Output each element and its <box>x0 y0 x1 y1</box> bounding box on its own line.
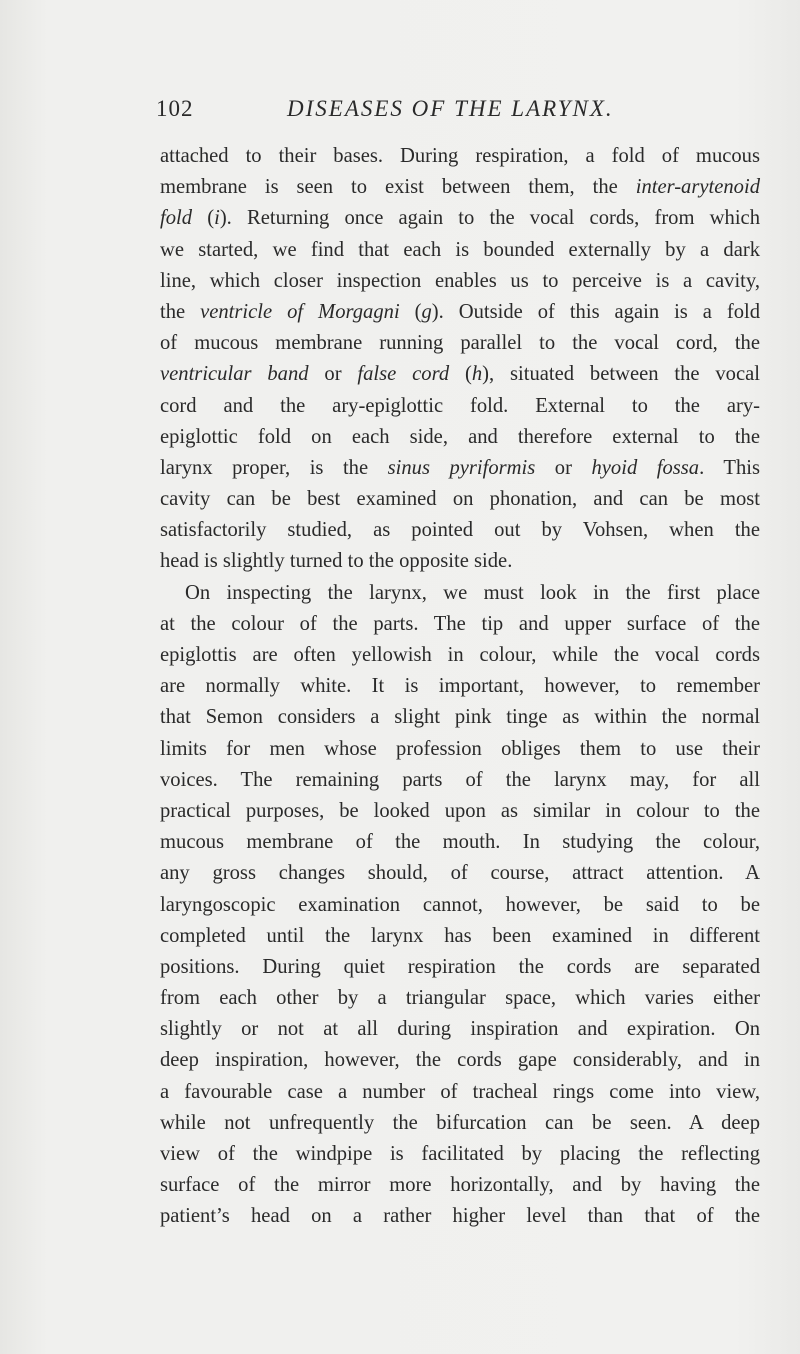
text-run: positions. During quiet respiration the cords are separated <box>160 955 760 978</box>
text-line <box>160 827 760 858</box>
text-run: ), situated between the vocal <box>482 363 760 386</box>
text-run: head is slightly turned to the opposite side. <box>160 550 513 573</box>
text-run: cavity can be best examined on phonation, and can be most <box>160 488 760 511</box>
text-line <box>160 578 760 609</box>
text-line <box>160 453 760 484</box>
text-run: or <box>535 456 592 479</box>
text-run: limits for men whose profession obliges them to use their <box>160 737 760 760</box>
text-run: deep inspiration, however, the cords gape considerably, and in <box>160 1049 760 1072</box>
text-line <box>160 235 760 266</box>
text-line <box>160 921 760 952</box>
text-line <box>160 1077 760 1108</box>
text-line <box>160 671 760 702</box>
text-run: while not unfrequently the bifurcation can be seen. A deep <box>160 1111 760 1134</box>
text-line <box>160 328 760 359</box>
text-run: ). Outside of this again is a fold <box>431 300 761 323</box>
text-run: are normally white. It is important, however, to remember <box>160 675 760 698</box>
italic-term: g <box>421 300 432 323</box>
text-run: epiglottic fold on each side, and therefore external to the <box>160 425 760 448</box>
text-line <box>160 734 760 765</box>
text-run: from each other by a triangular space, which varies either <box>160 987 760 1010</box>
text-run: patient’s head on a rather higher level than that of the <box>160 1205 760 1228</box>
text-run: that Semon considers a slight pink tinge as within the normal <box>160 706 760 729</box>
text-line <box>160 484 760 515</box>
text-line <box>160 141 760 172</box>
text-line <box>160 1201 760 1232</box>
text-run: mucous membrane of the mouth. In studying the colour, <box>160 831 760 854</box>
text-line <box>160 546 760 577</box>
italic-term: inter-arytenoid <box>635 176 760 199</box>
text-line <box>160 609 760 640</box>
body-text <box>160 141 760 1233</box>
text-line <box>160 952 760 983</box>
text-run: view of the windpipe is facilitated by placing the reflecting <box>160 1143 760 1165</box>
text-run: voices. The remaining parts of the larynx may, for all <box>160 768 760 791</box>
text-run: . This <box>699 456 760 479</box>
text-line <box>160 391 760 422</box>
text-line <box>160 702 760 733</box>
text-run: ( <box>399 300 422 323</box>
text-run: ). Returning once again to the vocal cords, from which <box>219 207 760 230</box>
text-run: ( <box>192 207 215 230</box>
italic-term: h <box>471 363 483 386</box>
text-run: surface of the mirror more horizontally, and by having the <box>160 1174 760 1197</box>
text-line <box>160 1108 760 1139</box>
text-line <box>160 983 760 1014</box>
page-number: 102 <box>156 96 194 121</box>
text-run: satisfactorily studied, as pointed out by Vohsen, when the <box>160 519 760 542</box>
text-run: at the colour of the parts. The tip and upper surface of the <box>160 612 760 635</box>
text-line <box>160 1045 760 1076</box>
text-run: membrane is seen to exist between them, the <box>160 176 636 199</box>
text-run: practical purposes, be looked upon as similar in colour to the <box>160 799 760 822</box>
italic-term: i <box>214 207 220 230</box>
text-run: or <box>308 363 358 386</box>
text-run: a favourable case a number of tracheal rings come into view, <box>160 1080 760 1103</box>
text-run: slightly or not at all during inspiration and expiration. On <box>160 1018 760 1041</box>
text-run: we started, we find that each is bounded externally by a dark <box>160 238 760 261</box>
text-line <box>160 359 760 390</box>
text-line <box>160 172 760 203</box>
text-line <box>160 765 760 796</box>
text-run: On inspecting the larynx, we must look in the first place <box>185 581 760 604</box>
text-run: ( <box>449 363 472 386</box>
text-line <box>160 1139 760 1170</box>
text-line <box>160 297 760 328</box>
italic-term: ventricle of Morgagni <box>200 300 400 323</box>
text-line <box>160 422 760 453</box>
text-run: any gross changes should, of course, attract attention. A <box>160 862 760 885</box>
italic-term: sinus pyriformis <box>387 456 536 479</box>
text-line <box>160 266 760 297</box>
text-line <box>160 640 760 671</box>
italic-term: false cord <box>357 363 450 386</box>
text-run: laryngoscopic examination cannot, however, be said to be <box>160 893 760 916</box>
text-run: larynx proper, is the <box>160 456 388 479</box>
page-header <box>156 96 716 130</box>
text-run: attached to their bases. During respiration, a fold of mucous <box>160 145 760 167</box>
italic-term: ventricular band <box>160 363 309 386</box>
text-line <box>160 1014 760 1045</box>
running-head: DISEASES OF THE LARYNX. <box>287 96 614 121</box>
text-line <box>160 858 760 889</box>
text-line <box>160 203 760 234</box>
text-run: of mucous membrane running parallel to the vocal cord, the <box>160 332 760 355</box>
text-line <box>160 515 760 546</box>
text-run: line, which closer inspection enables us to perceive is a cavity, <box>160 269 760 292</box>
text-run: cord and the ary-epiglottic fold. External to the ary- <box>160 394 760 417</box>
text-run: completed until the larynx has been examined in different <box>160 924 760 947</box>
italic-term: hyoid fossa <box>591 456 700 479</box>
text-line <box>160 1170 760 1201</box>
text-line <box>160 796 760 827</box>
text-run: epiglottis are often yellowish in colour, while the vocal cords <box>160 644 760 666</box>
text-line <box>160 890 760 921</box>
text-run: the <box>160 300 201 323</box>
italic-term: fold <box>160 207 193 230</box>
